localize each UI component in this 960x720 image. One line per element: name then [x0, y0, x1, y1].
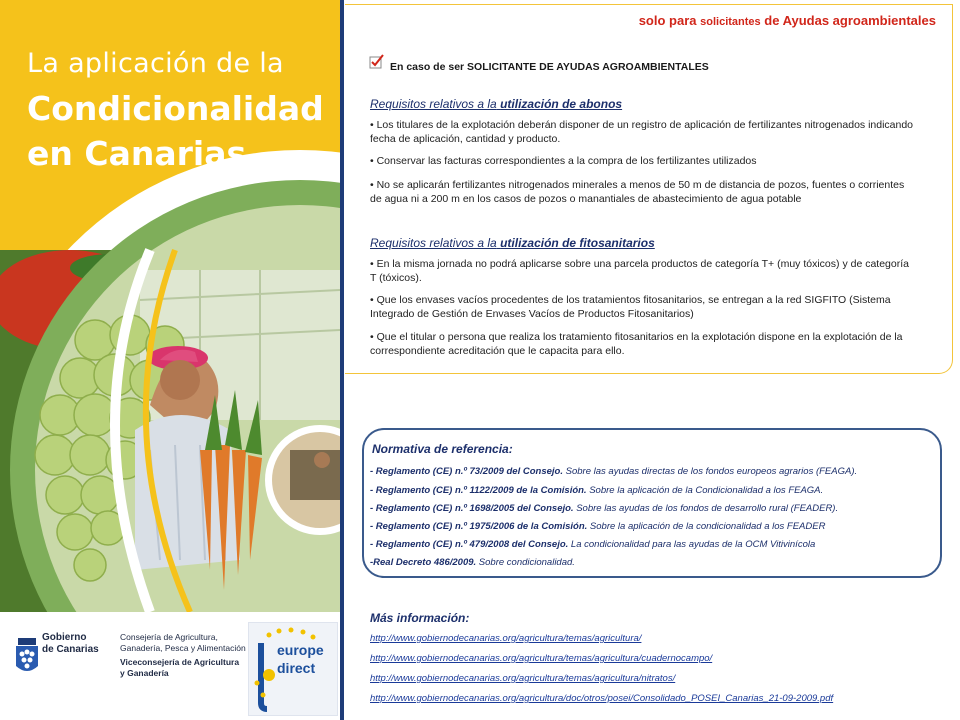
- europe-direct-label: [277, 641, 324, 677]
- header-prefix: solo para: [638, 13, 697, 28]
- europe-line2: direct: [277, 660, 316, 676]
- fertilizer-bullet-3: • No se aplicarán fertilizantes nitrogenados minerales a menos de 50 m de distancia de pozos, fuentes o corrientes de agua ni a 200 m en los casos de pozos o manantiales de abastecimiento de agua potable: [370, 179, 905, 205]
- fertilizer-bullet-2: • Conservar las facturas correspondientes a la compra de los fertilizantes utilizados: [370, 155, 757, 167]
- more-info-heading: Más información:: [370, 611, 470, 625]
- ref-title: - Reglamento (CE) n.º 1122/2009 de la Comisión.: [370, 485, 587, 496]
- ref-title: - Reglamento (CE) n.º 479/2008 del Consejo.: [370, 539, 569, 550]
- gobierno-canarias-shield-icon: [14, 638, 40, 678]
- ref-title: - Reglamento (CE) n.º 1698/2005 del Consejo.: [370, 503, 574, 514]
- sponsor-logo-strip: [0, 612, 340, 720]
- more-info-link-posei-pdf[interactable]: http://www.gobiernodecanarias.org/agricultura/doc/otros/posei/Consolidado_POSEI_Canarias_21-09-2009.pdf: [370, 693, 834, 704]
- cover-title-line2: Condicionalidad: [27, 89, 324, 128]
- ref-desc: Sobre la aplicación de la Condicionalidad a los FEAGA.: [586, 485, 824, 496]
- ref-desc: Sobre las ayudas directas de los fondos europeos agrarios (FEAGA).: [563, 466, 858, 477]
- requirements-box: [345, 4, 953, 374]
- ref-desc: Sobre la aplicación de la condicionalidad a los FEADER: [587, 521, 826, 532]
- sec2-bold: utilización de fitosanitarios: [500, 236, 655, 250]
- more-info-link-cuadernocampo[interactable]: http://www.gobiernodecanarias.org/agricultura/temas/agricultura/cuadernocampo/: [370, 653, 713, 664]
- cover-divider: [340, 0, 344, 720]
- cover-title: [27, 48, 324, 173]
- gobierno-canarias-label: [42, 632, 99, 656]
- phytosanitary-bullet-2: • Que los envases vacíos procedentes de los tratamientos fitosanitarios, se entregan a la red SIGFITO (Sistema Integrado de Gestión de Envases Vacíos de Productos Fitosanitarios): [370, 294, 891, 320]
- ref-desc: La condicionalidad para las ayudas de la OCM Vitivinícola: [568, 539, 816, 550]
- consejeria-label: [120, 632, 250, 678]
- normativa-ref: [370, 539, 940, 550]
- applicant-case-line: En caso de ser SOLICITANTE DE AYUDAS AGROAMBIENTALES: [390, 61, 709, 73]
- consejeria-line1: Consejería de Agricultura,: [120, 632, 218, 642]
- phytosanitary-bullet-3: • Que el titular o persona que realiza los tratamiento fitosanitarios en la explotación dispone en la explotación de la correspondiente acreditación que le capacita para ello.: [370, 331, 903, 357]
- normativa-ref: [370, 503, 940, 514]
- normativa-ref: [370, 557, 940, 568]
- normativa-ref: [370, 466, 940, 477]
- phytosanitary-bullet-1: • En la misma jornada no podrá aplicarse sobre una parcela productos de categoría T+ (muy tóxicos) y de categoría T (tóxicos).: [370, 258, 909, 284]
- sec1-bold: utilización de abonos: [500, 97, 623, 111]
- europe-direct-logo: [248, 622, 338, 716]
- cover-title-line1: La aplicación de la: [27, 48, 284, 79]
- sec1-prefix: Requisitos relativos a la: [370, 97, 497, 111]
- ref-desc: Sobre condicionalidad.: [476, 557, 575, 568]
- more-info-link-nitratos[interactable]: http://www.gobiernodecanarias.org/agricultura/temas/agricultura/nitratos/: [370, 673, 676, 684]
- more-info-link-agricultura[interactable]: http://www.gobiernodecanarias.org/agricultura/temas/agricultura/: [370, 633, 642, 644]
- normativa-ref: [370, 485, 940, 496]
- vice-line2: y Ganadería: [120, 667, 169, 678]
- normativa-heading: Normativa de referencia:: [372, 442, 513, 456]
- sec2-prefix: Requisitos relativos a la: [370, 236, 497, 250]
- vice-line1: Viceconsejería de Agricultura: [120, 657, 240, 667]
- ref-title: -Real Decreto 486/2009.: [370, 557, 477, 568]
- gob-name-line1: Gobierno: [42, 632, 87, 643]
- normativa-box: [362, 428, 942, 578]
- checkbox-checked-icon: [369, 54, 385, 70]
- fertilizer-section-heading: [370, 97, 622, 111]
- consejeria-line2: Ganadería, Pesca y Alimentación: [120, 642, 246, 653]
- cover-title-line3: en Canarias: [27, 134, 247, 173]
- header-small: solicitantes: [700, 16, 761, 28]
- europe-line1: europe: [277, 642, 324, 658]
- ref-desc: Sobre las ayudas de los fondos de desarrollo rural (FEADER).: [573, 503, 839, 514]
- normativa-ref: [370, 521, 940, 532]
- phytosanitary-section-heading: [370, 236, 655, 250]
- ref-title: - Reglamento (CE) n.º 1975/2006 de la Comisión.: [370, 521, 588, 532]
- brochure-cover: [0, 0, 340, 720]
- ref-title: - Reglamento (CE) n.º 73/2009 del Consejo.: [370, 466, 563, 477]
- header-suffix: de Ayudas agroambientales: [764, 13, 936, 28]
- gob-name-line2: de Canarias: [42, 644, 99, 655]
- fertilizer-bullet-1: • Los titulares de la explotación deberán disponer de un registro de aplicación de fertilizantes nitrogenados indicando fecha de aplicación, cantidad y producto.: [370, 119, 914, 145]
